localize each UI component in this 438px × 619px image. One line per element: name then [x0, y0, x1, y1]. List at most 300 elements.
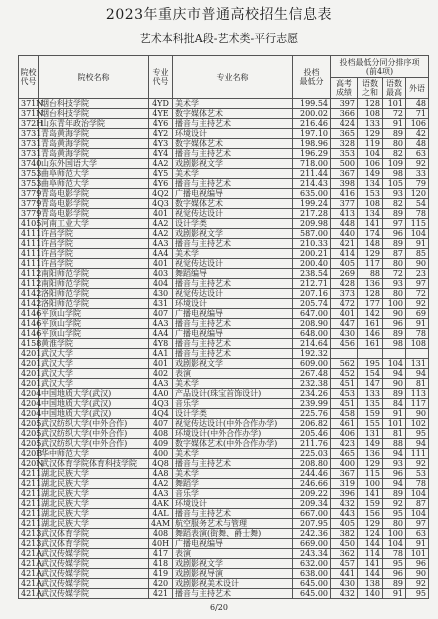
cell-foreign-lang: 71 — [406, 109, 429, 119]
table-row — [19, 519, 429, 529]
cell-school-code: 3740 — [19, 159, 39, 169]
cell-major-name: 舞蹈编导 — [173, 269, 293, 279]
cell-major-name: 数字媒体艺术 — [173, 199, 293, 209]
cell-foreign-lang: 120 — [406, 189, 429, 199]
cell-school-code: 4213 — [19, 529, 39, 539]
cell-foreign-lang: 113 — [406, 389, 429, 399]
cell-major-code: 400 — [149, 449, 173, 459]
cell-chn-math-max: 96 — [383, 469, 406, 479]
cell-foreign-lang: 95 — [406, 429, 429, 439]
cell-major-name: 播音与主持艺术 — [173, 119, 293, 129]
cell-major-code: 401 — [149, 209, 173, 219]
cell-chn-math-sum: 114 — [358, 549, 383, 559]
cell-gaokao-score: 400 — [331, 459, 358, 469]
cell-min-score: 210.33 — [293, 239, 331, 249]
table-row — [19, 549, 429, 559]
cell-school-code: 4211 — [19, 489, 39, 499]
cell-school-name: 黄淮学院 — [39, 339, 149, 349]
table-row — [19, 539, 429, 549]
cell-chn-math-sum: 159 — [358, 409, 383, 419]
cell-chn-math-sum: 136 — [358, 449, 383, 459]
cell-min-score: 587.00 — [293, 229, 331, 239]
table-row — [19, 289, 429, 299]
cell-major-code: 4AL — [149, 509, 173, 519]
cell-gaokao-score: 562 — [331, 359, 358, 369]
cell-major-code: 4A2 — [149, 159, 173, 169]
cell-major-code: 4A0 — [149, 389, 173, 399]
cell-min-score: 205.74 — [293, 299, 331, 309]
cell-gaokao-score: 432 — [331, 589, 358, 599]
cell-gaokao-score: 441 — [331, 569, 358, 579]
cell-major-code: 4A4 — [149, 329, 173, 339]
cell-chn-math-sum: 147 — [358, 379, 383, 389]
cell-major-code: 404 — [149, 279, 173, 289]
cell-major-code: 407 — [149, 309, 173, 319]
cell-major-code: 419 — [149, 569, 173, 579]
cell-min-score: 645.00 — [293, 589, 331, 599]
cell-major-name: 美术学 — [173, 469, 293, 479]
cell-major-name: 视觉传达设计 — [173, 289, 293, 299]
cell-school-name: 武汉纺织大学(中外合作) — [39, 439, 149, 449]
cell-chn-math-sum: 129 — [358, 459, 383, 469]
cell-school-name: 华中师范大学 — [39, 449, 149, 459]
cell-chn-math-sum: 129 — [358, 519, 383, 529]
cell-school-name: 武汉传媒学院 — [39, 559, 149, 569]
cell-chn-math-sum: 141 — [358, 219, 383, 229]
cell-min-score: 243.34 — [293, 549, 331, 559]
cell-chn-math-max: 101 — [383, 99, 406, 109]
cell-gaokao-score: 452 — [331, 369, 358, 379]
cell-min-score: 197.10 — [293, 129, 331, 139]
table-row — [19, 189, 429, 199]
table-row — [19, 559, 429, 569]
cell-gaokao-score: 443 — [331, 509, 358, 519]
cell-chn-math-sum: 177 — [358, 299, 383, 309]
cell-min-score: 225.76 — [293, 409, 331, 419]
cell-gaokao-score: 377 — [331, 199, 358, 209]
cell-school-code: 4112 — [19, 269, 39, 279]
table-row — [19, 309, 429, 319]
cell-major-name: 广播电视编导 — [173, 309, 293, 319]
cell-school-name: 武汉传媒学院 — [39, 589, 149, 599]
cell-chn-math-sum: 134 — [358, 209, 383, 219]
cell-chn-math-sum: 144 — [358, 539, 383, 549]
cell-school-code: 4201 — [19, 349, 39, 359]
cell-min-score: 216.46 — [293, 119, 331, 129]
header-tiebreak-group: 投档最低分同分排序项 (前4项) — [331, 56, 429, 78]
cell-foreign-lang: 92 — [406, 579, 429, 589]
cell-school-name: 武汉大学 — [39, 369, 149, 379]
cell-school-name: 青岛黄海学院 — [39, 139, 149, 149]
cell-major-code: 401 — [149, 259, 173, 269]
cell-school-code: 4201 — [19, 379, 39, 389]
cell-school-name: 武汉纺织大学(中外合作) — [39, 419, 149, 429]
cell-major-name: 播音与主持艺术 — [173, 459, 293, 469]
cell-major-code: 4Q3 — [149, 199, 173, 209]
cell-chn-math-max: 88 — [383, 439, 406, 449]
cell-school-name: 烟台科技学院 — [39, 99, 149, 109]
table-row — [19, 469, 429, 479]
cell-foreign-lang: 90 — [406, 569, 429, 579]
cell-foreign-lang: 94 — [406, 439, 429, 449]
cell-min-score: 198.96 — [293, 139, 331, 149]
cell-foreign-lang: 69 — [406, 309, 429, 319]
cell-major-code: 408 — [149, 429, 173, 439]
cell-major-name: 音乐学 — [173, 399, 293, 409]
cell-foreign-lang: 90 — [406, 259, 429, 269]
cell-school-name: 中国地质大学(武汉) — [39, 409, 149, 419]
cell-school-code: 4211 — [19, 509, 39, 519]
cell-school-code: 4213 — [19, 539, 39, 549]
table-row — [19, 489, 429, 499]
cell-gaokao-score: 461 — [331, 419, 358, 429]
cell-gaokao-score: 373 — [331, 289, 358, 299]
cell-foreign-lang: 23 — [406, 269, 429, 279]
cell-gaokao-score: 450 — [331, 539, 358, 549]
document-title: 2023年重庆市普通高校招生信息表 — [105, 7, 333, 23]
cell-chn-math-max: 90 — [383, 309, 406, 319]
cell-chn-math-sum: 128 — [358, 289, 383, 299]
cell-foreign-lang: 42 — [406, 129, 429, 139]
cell-school-code: 4211 — [19, 519, 39, 529]
table-row — [19, 359, 429, 369]
cell-foreign-lang: 104 — [406, 229, 429, 239]
cell-school-name: 武汉传媒学院 — [39, 569, 149, 579]
cell-school-name: 武汉传媒学院 — [39, 579, 149, 589]
cell-school-code: 4204 — [19, 399, 39, 409]
cell-school-name: 湖北民族大学 — [39, 519, 149, 529]
cell-major-name: 戏剧影视文学 — [173, 359, 293, 369]
cell-major-name: 舞蹈学 — [173, 479, 293, 489]
table-row — [19, 199, 429, 209]
cell-chn-math-max: 84 — [383, 399, 406, 409]
cell-chn-math-sum: 106 — [358, 159, 383, 169]
cell-major-name: 戏剧影视文学 — [173, 559, 293, 569]
cell-major-code: 409 — [149, 439, 173, 449]
cell-school-name: 曲阜师范大学 — [39, 169, 149, 179]
cell-chn-math-sum: 134 — [358, 179, 383, 189]
cell-chn-math-sum: 149 — [358, 439, 383, 449]
cell-school-name: 平顶山学院 — [39, 319, 149, 329]
cell-foreign-lang: 72 — [406, 289, 429, 299]
cell-major-code: 402 — [149, 369, 173, 379]
cell-foreign-lang: 104 — [406, 489, 429, 499]
cell-chn-math-max: 95 — [383, 509, 406, 519]
cell-foreign-lang: 131 — [406, 359, 429, 369]
cell-major-code: 4YE — [149, 109, 173, 119]
cell-gaokao-score: 319 — [331, 479, 358, 489]
cell-major-name: 视觉传达设计(中外合作办学) — [173, 419, 293, 429]
cell-foreign-lang: 97 — [406, 279, 429, 289]
cell-chn-math-max: 94 — [383, 369, 406, 379]
cell-min-score: 209.22 — [293, 489, 331, 499]
cell-school-code: 4201 — [19, 359, 39, 369]
cell-school-name: 南阳师范学院 — [39, 279, 149, 289]
cell-foreign-lang: 97 — [406, 519, 429, 529]
cell-major-name: 环境设计 — [173, 129, 293, 139]
cell-chn-math-max: 91 — [383, 119, 406, 129]
cell-school-name: 武汉大学 — [39, 349, 149, 359]
cell-school-name: 武汉传媒学院 — [39, 549, 149, 559]
cell-chn-math-sum: 129 — [358, 129, 383, 139]
cell-major-name: 戏剧影视文学 — [173, 159, 293, 169]
cell-school-code: 4204 — [19, 409, 39, 419]
cell-min-score: 635.00 — [293, 189, 331, 199]
cell-chn-math-sum: 146 — [358, 329, 383, 339]
cell-gaokao-score: 406 — [331, 429, 358, 439]
table-row — [19, 449, 429, 459]
cell-chn-math-max — [383, 349, 406, 359]
cell-major-name: 播音与主持艺术 — [173, 509, 293, 519]
cell-chn-math-sum: 154 — [358, 369, 383, 379]
table-row — [19, 139, 429, 149]
cell-major-code: 4AK — [149, 499, 173, 509]
cell-gaokao-score: 456 — [331, 339, 358, 349]
table-row — [19, 109, 429, 119]
cell-school-code: 3753 — [19, 179, 39, 189]
cell-school-code: 3779 — [19, 199, 39, 209]
cell-gaokao-score: 414 — [331, 249, 358, 259]
cell-foreign-lang: 92 — [406, 159, 429, 169]
cell-school-code: 4146 — [19, 329, 39, 339]
cell-major-name: 播音与主持艺术 — [173, 319, 293, 329]
cell-school-name: 中国地质大学(武汉) — [39, 399, 149, 409]
cell-chn-math-sum: 133 — [358, 119, 383, 129]
header-school-code: 院校 代号 — [19, 56, 39, 99]
cell-foreign-lang: 78 — [406, 479, 429, 489]
cell-min-score: 192.32 — [293, 349, 331, 359]
cell-chn-math-sum: 136 — [358, 279, 383, 289]
cell-min-score: 669.00 — [293, 539, 331, 549]
cell-gaokao-score: 413 — [331, 209, 358, 219]
cell-major-name: 播音与主持艺术 — [173, 279, 293, 289]
cell-chn-math-max: 89 — [383, 129, 406, 139]
cell-school-name: 许昌学院 — [39, 239, 149, 249]
cell-major-name: 视觉传达设计 — [173, 209, 293, 219]
cell-min-score: 207.95 — [293, 519, 331, 529]
cell-school-code: 3779 — [19, 209, 39, 219]
cell-min-score: 200.21 — [293, 249, 331, 259]
cell-min-score: 199.54 — [293, 99, 331, 109]
cell-foreign-lang: 54 — [406, 199, 429, 209]
cell-chn-math-max: 78 — [383, 549, 406, 559]
cell-min-score: 632.00 — [293, 559, 331, 569]
cell-major-name: 环境设计 — [173, 499, 293, 509]
cell-school-name: 湖北民族大学 — [39, 479, 149, 489]
table-row — [19, 419, 429, 429]
cell-min-score: 239.99 — [293, 399, 331, 409]
cell-chn-math-max: 80 — [383, 139, 406, 149]
document-subtitle: 艺术本科批A段-艺术类-平行志愿 — [139, 32, 299, 45]
cell-major-name: 舞蹈表演(街舞、爵士舞) — [173, 529, 293, 539]
cell-major-name: 戏剧影视导演 — [173, 569, 293, 579]
cell-chn-math-max: 101 — [383, 419, 406, 429]
header-major-code: 专业 代号 — [149, 56, 173, 99]
table-row — [19, 509, 429, 519]
cell-chn-math-sum: 138 — [358, 579, 383, 589]
cell-major-name: 美术学 — [173, 249, 293, 259]
cell-foreign-lang: 85 — [406, 249, 429, 259]
table-row — [19, 479, 429, 489]
cell-school-code: 4111 — [19, 239, 39, 249]
cell-chn-math-sum: 195 — [358, 359, 383, 369]
table-row — [19, 279, 429, 289]
cell-school-name: 中国地质大学(武汉) — [39, 389, 149, 399]
cell-min-score: 638.00 — [293, 569, 331, 579]
cell-min-score: 196.29 — [293, 149, 331, 159]
cell-foreign-lang: 102 — [406, 419, 429, 429]
cell-school-code: 4111 — [19, 259, 39, 269]
cell-chn-math-sum: 174 — [358, 229, 383, 239]
cell-school-code: 371N — [19, 99, 39, 109]
table-row — [19, 569, 429, 579]
cell-min-score: 648.00 — [293, 329, 331, 339]
cell-chn-math-max: 89 — [383, 489, 406, 499]
cell-chn-math-sum: 140 — [358, 589, 383, 599]
cell-gaokao-score: 448 — [331, 219, 358, 229]
cell-min-score: 238.54 — [293, 269, 331, 279]
cell-gaokao-score: 366 — [331, 109, 358, 119]
cell-school-code: 4211 — [19, 499, 39, 509]
cell-foreign-lang: 104 — [406, 509, 429, 519]
cell-min-score: 211.44 — [293, 169, 331, 179]
table-row — [19, 319, 429, 329]
cell-min-score: 246.66 — [293, 479, 331, 489]
cell-min-score: 609.00 — [293, 359, 331, 369]
cell-major-code: 4A8 — [149, 469, 173, 479]
cell-chn-math-max: 80 — [383, 519, 406, 529]
page-number: 6/20 — [210, 603, 228, 612]
cell-school-code: 4142 — [19, 289, 39, 299]
cell-school-name: 青岛电影学院 — [39, 199, 149, 209]
cell-major-code: 4Y4 — [149, 149, 173, 159]
cell-major-name: 广播电视编导 — [173, 189, 293, 199]
cell-chn-math-sum: 88 — [358, 269, 383, 279]
cell-foreign-lang: 91 — [406, 319, 429, 329]
cell-min-score: 718.00 — [293, 159, 331, 169]
cell-min-score: 242.36 — [293, 529, 331, 539]
header-gaokao-score: 高考 成绩 — [331, 78, 358, 99]
cell-foreign-lang: 87 — [406, 499, 429, 509]
cell-min-score: 267.48 — [293, 369, 331, 379]
cell-school-name: 平顶山学院 — [39, 309, 149, 319]
cell-chn-math-max: 104 — [383, 539, 406, 549]
cell-school-code: 4146 — [19, 319, 39, 329]
cell-gaokao-score: 398 — [331, 179, 358, 189]
cell-school-name: 青岛电影学院 — [39, 189, 149, 199]
cell-min-score: 200.02 — [293, 109, 331, 119]
cell-major-name: 播音与主持艺术 — [173, 239, 293, 249]
cell-chn-math-max: 91 — [383, 409, 406, 419]
cell-gaokao-score: 328 — [331, 139, 358, 149]
table-row — [19, 259, 429, 269]
cell-chn-math-max: 89 — [383, 389, 406, 399]
cell-major-code: 4A4 — [149, 249, 173, 259]
cell-school-code: 371N — [19, 109, 39, 119]
cell-major-code: 4A3 — [149, 379, 173, 389]
cell-school-code: 4112 — [19, 279, 39, 289]
cell-major-code: 4A1 — [149, 349, 173, 359]
cell-foreign-lang: 94 — [406, 369, 429, 379]
cell-chn-math-max: 94 — [383, 479, 406, 489]
cell-gaokao-score: 382 — [331, 529, 358, 539]
cell-major-name: 戏剧影视美术设计 — [173, 579, 293, 589]
cell-gaokao-score: 458 — [331, 409, 358, 419]
cell-gaokao-score: 365 — [331, 129, 358, 139]
cell-major-code: 421 — [149, 589, 173, 599]
cell-major-name: 设计学类 — [173, 409, 293, 419]
cell-major-code: 430 — [149, 289, 173, 299]
cell-school-code: 4211 — [19, 479, 39, 489]
cell-school-name: 武汉纺织大学(中外合作) — [39, 429, 149, 439]
cell-major-code: 4A3 — [149, 319, 173, 329]
cell-min-score: 199.24 — [293, 199, 331, 209]
table-row — [19, 579, 429, 589]
table-row — [19, 409, 429, 419]
table-row — [19, 239, 429, 249]
cell-school-code: 4142 — [19, 299, 39, 309]
cell-gaokao-score: 453 — [331, 389, 358, 399]
cell-major-code: 4A3 — [149, 489, 173, 499]
cell-major-code: 4YD — [149, 99, 173, 109]
cell-school-name: 武汉大学 — [39, 379, 149, 389]
cell-gaokao-score: 451 — [331, 379, 358, 389]
table-row — [19, 399, 429, 409]
table-row — [19, 349, 429, 359]
cell-foreign-lang: 33 — [406, 169, 429, 179]
cell-major-code: 4A2 — [149, 219, 173, 229]
cell-gaokao-score: 362 — [331, 549, 358, 559]
cell-chn-math-sum: 149 — [358, 169, 383, 179]
cell-foreign-lang: 92 — [406, 299, 429, 309]
table-row — [19, 429, 429, 439]
cell-school-code: 4205 — [19, 429, 39, 439]
cell-min-score: 225.03 — [293, 449, 331, 459]
cell-school-name: 武汉体育学院 — [39, 539, 149, 549]
cell-school-name: 湖北民族大学 — [39, 489, 149, 499]
cell-major-name: 播音与主持艺术 — [173, 149, 293, 159]
cell-min-score: 645.00 — [293, 579, 331, 589]
cell-major-name: 播音与主持艺术 — [173, 339, 293, 349]
cell-chn-math-max: 89 — [383, 239, 406, 249]
header-major-name: 专业名称 — [173, 56, 293, 99]
cell-school-code: 420N — [19, 459, 39, 469]
cell-school-name: 湖北民族大学 — [39, 469, 149, 479]
cell-chn-math-sum: 124 — [358, 529, 383, 539]
cell-min-score: 208.90 — [293, 319, 331, 329]
cell-foreign-lang: 78 — [406, 329, 429, 339]
cell-major-name: 设计学类 — [173, 219, 293, 229]
cell-min-score: 200.40 — [293, 259, 331, 269]
cell-school-code: 421A — [19, 569, 39, 579]
cell-min-score: 206.82 — [293, 419, 331, 429]
cell-gaokao-score: 432 — [331, 499, 358, 509]
cell-school-code: 4205 — [19, 419, 39, 429]
header-chn-math-sum: 语数 之和 — [358, 78, 383, 99]
cell-gaokao-score: 472 — [331, 299, 358, 309]
cell-major-name: 航空服务艺术与管理 — [173, 519, 293, 529]
table-row — [19, 169, 429, 179]
cell-gaokao-score: 421 — [331, 239, 358, 249]
cell-major-code: 4Y3 — [149, 139, 173, 149]
cell-major-name: 美术学 — [173, 449, 293, 459]
cell-major-name: 美术学 — [173, 99, 293, 109]
cell-chn-math-max: 97 — [383, 219, 406, 229]
table-row — [19, 299, 429, 309]
cell-chn-math-max: 105 — [383, 179, 406, 189]
cell-major-name: 数字媒体艺术 — [173, 139, 293, 149]
cell-chn-math-sum: 131 — [358, 429, 383, 439]
